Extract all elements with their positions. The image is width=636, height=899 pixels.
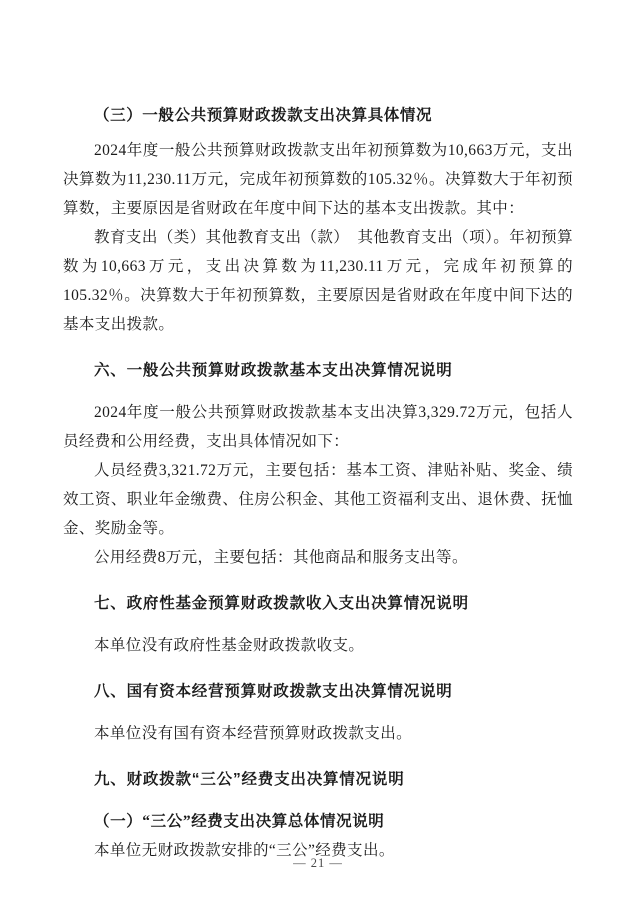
paragraph-personnel-funds: 人员经费3,321.72万元，主要包括：基本工资、津贴补贴、奖金、绩效工资、职业年金缴费、住房公积金、其他工资福利支出、退休费、抚恤金、奖励金等。 (63, 462, 573, 537)
subsection-heading-general-budget-expenditure-detail: （三）一般公共预算财政拨款支出决算具体情况 (94, 107, 433, 124)
paragraph-basic-expenditure-total: 2024年度一般公共预算财政拨款基本支出决算3,329.72万元，包括人员经费和公用经费，支出具体情况如下： (63, 404, 573, 450)
paragraph-no-state-capital: 本单位没有国有资本经营预算财政拨款支出。 (94, 725, 413, 742)
subsection-heading-three-public-overview: （一）“三公”经费支出决算总体情况说明 (94, 813, 385, 830)
page-number: — 21 — (293, 856, 343, 870)
section-heading-9-three-public-funds: 九、财政拨款“三公”经费支出决算情况说明 (94, 771, 405, 788)
section-heading-6-basic-expenditure: 六、一般公共预算财政拨款基本支出决算情况说明 (94, 362, 453, 379)
paragraph-no-three-public-expenditure: 本单位无财政拨款安排的“三公”经费支出。 (94, 842, 395, 859)
paragraph-no-government-fund: 本单位没有政府性基金财政拨款收支。 (94, 637, 365, 654)
section-heading-8-state-capital: 八、国有资本经营预算财政拨款支出决算情况说明 (94, 683, 453, 700)
section-heading-7-government-fund: 七、政府性基金预算财政拨款收入支出决算情况说明 (94, 595, 469, 612)
paragraph-budget-expenditure-overview: 2024年度一般公共预算财政拨款支出年初预算数为10,663万元，支出决算数为11,230.11万元，完成年初预算数的105.32％。决算数大于年初预算数，主要原因是省财政在年度中间下达的基本支出拨款。其中： (63, 142, 573, 217)
paragraph-public-funds: 公用经费8万元，主要包括：其他商品和服务支出等。 (94, 549, 468, 566)
paragraph-education-expenditure-detail: 教育支出（类）其他教育支出（款） 其他教育支出（项）。年初预算数为10,663万元，支出决算数为11,230.11万元，完成年初预算的105.32％。决算数大于年初预算数，主要原因是省财政在年度中间下达的基本支出拨款。 (63, 229, 573, 333)
